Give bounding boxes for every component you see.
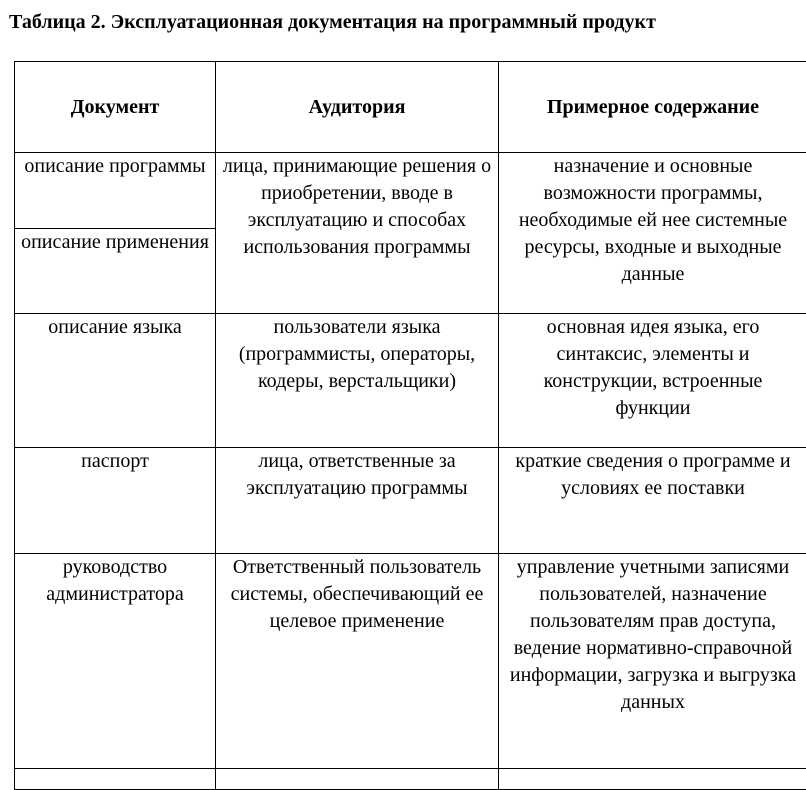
content-cell: основная идея языка, его синтаксис, элементы и конструкции, встроенные функции	[499, 314, 806, 448]
content-cell: краткие сведения о программе и условиях ее поставки	[499, 448, 806, 554]
empty-cell	[216, 769, 499, 790]
table-caption: Таблица 2. Эксплуатационная документация на программный продукт	[9, 9, 656, 35]
empty-cell	[499, 769, 806, 790]
table-row-continued	[15, 769, 806, 790]
document-cell: описание языка	[15, 314, 216, 448]
documentation-table	[14, 61, 806, 790]
document-cell: описание программы	[15, 153, 216, 229]
document-cell: руководство администратора	[15, 554, 216, 769]
table-row	[15, 153, 806, 229]
empty-cell	[15, 769, 216, 790]
content-cell: управление учетными записями пользователей, назначение пользователям прав доступа, ведение нормативно-справочной информации, загрузка и выгрузка данных	[499, 554, 806, 769]
audience-cell: лица, ответственные за эксплуатацию программы	[216, 448, 499, 554]
audience-cell: лица, принимающие решения о приобретении, вводе в эксплуатацию и способах использования программы	[216, 153, 499, 314]
content-cell: назначение и основные возможности программы, необходимые ей нее системные ресурсы, входные и выходные данные	[499, 153, 806, 314]
table-row	[15, 554, 806, 769]
table-row	[15, 314, 806, 448]
table-header-row	[15, 62, 806, 153]
header-document: Документ	[15, 62, 216, 153]
header-audience: Аудитория	[216, 62, 499, 153]
header-content: Примерное содержание	[499, 62, 806, 153]
audience-cell: пользователи языка (программисты, операторы, кодеры, верстальщики)	[216, 314, 499, 448]
document-cell: паспорт	[15, 448, 216, 554]
document-cell: описание применения	[15, 229, 216, 314]
table-row	[15, 448, 806, 554]
audience-cell: Ответственный пользователь системы, обеспечивающий ее целевое применение	[216, 554, 499, 769]
